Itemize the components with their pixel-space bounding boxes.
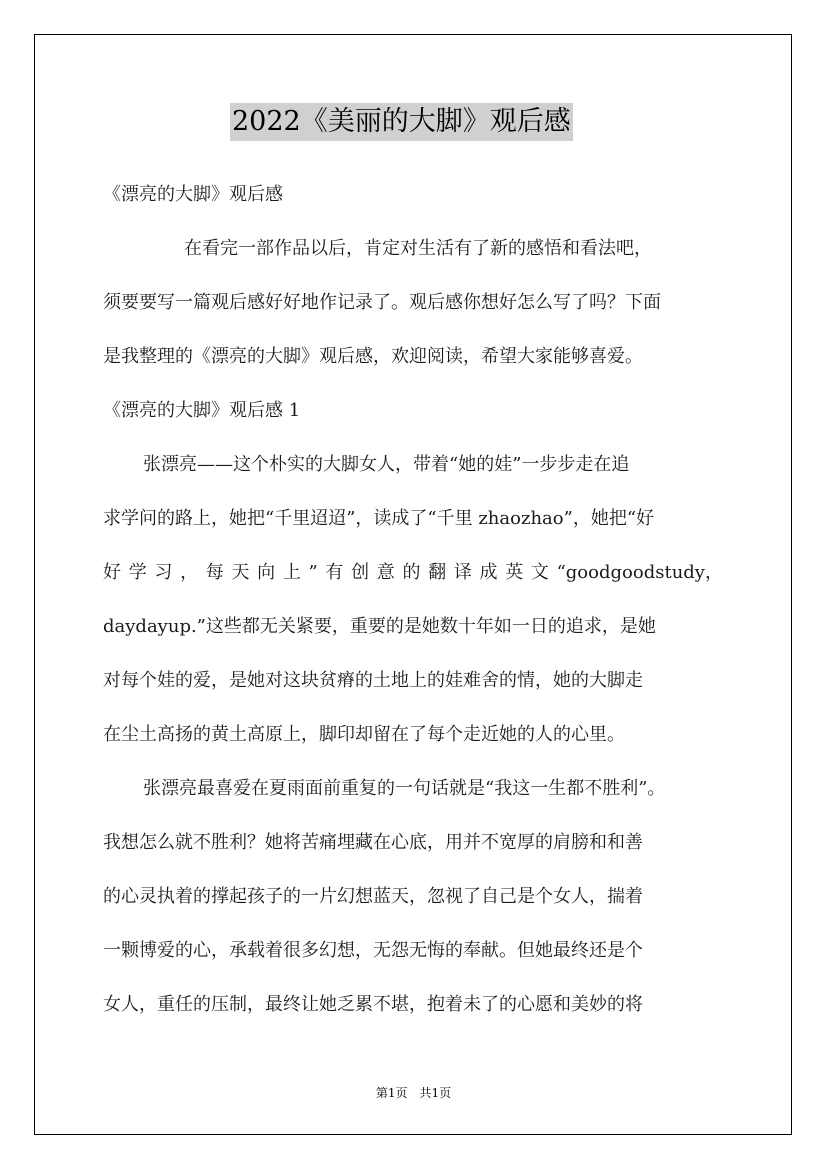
word: 有: [325, 562, 344, 583]
word: 创: [351, 562, 370, 583]
document-title: 2022《美丽的大脚》观后感: [230, 103, 573, 141]
para2-line-1: 张漂亮最喜爱在夏雨面前重复的一句话就是“我这一生都不胜利”。: [143, 778, 666, 799]
word: 的: [402, 562, 421, 583]
subtitle-heading: 《漂亮的大脚》观后感: [103, 184, 283, 205]
word: 向: [257, 562, 276, 583]
word: 翻: [428, 562, 447, 583]
word: “goodgoodstudy，: [556, 562, 723, 583]
para1-line-4: daydayup.”这些都无关紧要，重要的是她数十年如一日的追求，是她: [103, 616, 656, 637]
para2-line-3: 的心灵执着的撑起孩子的一片幻想蓝天，忽视了自己是个女人，揣着: [103, 886, 643, 907]
para1-line-5: 对每个娃的爱，是她对这块贫瘠的土地上的娃难舍的情，她的大脚走: [103, 670, 643, 691]
para1-line-1: 张漂亮——这个朴实的大脚女人，带着“她的娃”一步步走在追: [143, 454, 630, 475]
word: 每: [205, 562, 224, 583]
intro-line-1: 在看完一部作品以后，肯定对生活有了新的感悟和看法吧，: [184, 238, 652, 259]
para2-line-2: 我想怎么就不胜利？她将苦痛埋藏在心底，用并不宽厚的肩膀和和善: [103, 832, 643, 853]
para1-line-3: [103, 560, 723, 586]
para2-line-4: 一颗博爱的心，承载着很多幻想，无怨无悔的奉献。但她最终还是个: [103, 940, 643, 961]
word: 意: [376, 562, 395, 583]
word: ，: [180, 562, 199, 583]
para1-line-6: 在尘土高扬的黄土高原上，脚印却留在了每个走近她的人的心里。: [103, 724, 625, 745]
section-heading-1: 《漂亮的大脚》观后感 1: [103, 400, 301, 421]
para2-line-5: 女人，重任的压制，最终让她乏累不堪，抱着未了的心愿和美妙的将: [103, 994, 643, 1015]
word: 上: [282, 562, 301, 583]
word: 习: [154, 562, 173, 583]
word: 天: [231, 562, 250, 583]
word: ”: [308, 562, 318, 583]
intro-line-2: 须要要写一篇观后感好好地作记录了。观后感你想好怎么写了吗？下面: [103, 292, 661, 313]
word: 学: [128, 562, 147, 583]
intro-line-3: 是我整理的《漂亮的大脚》观后感，欢迎阅读，希望大家能够喜爱。: [103, 346, 643, 367]
word: 成: [479, 562, 498, 583]
word: 好: [103, 562, 121, 583]
word: 译: [453, 562, 472, 583]
page-footer: 第1页 共1页: [375, 1086, 452, 1100]
word: 文: [530, 562, 549, 583]
para1-line-2: 求学问的路上，她把“千里迢迢”，读成了“千里 zhaozhao”，她把“好: [103, 508, 655, 529]
word: 英: [505, 562, 524, 583]
